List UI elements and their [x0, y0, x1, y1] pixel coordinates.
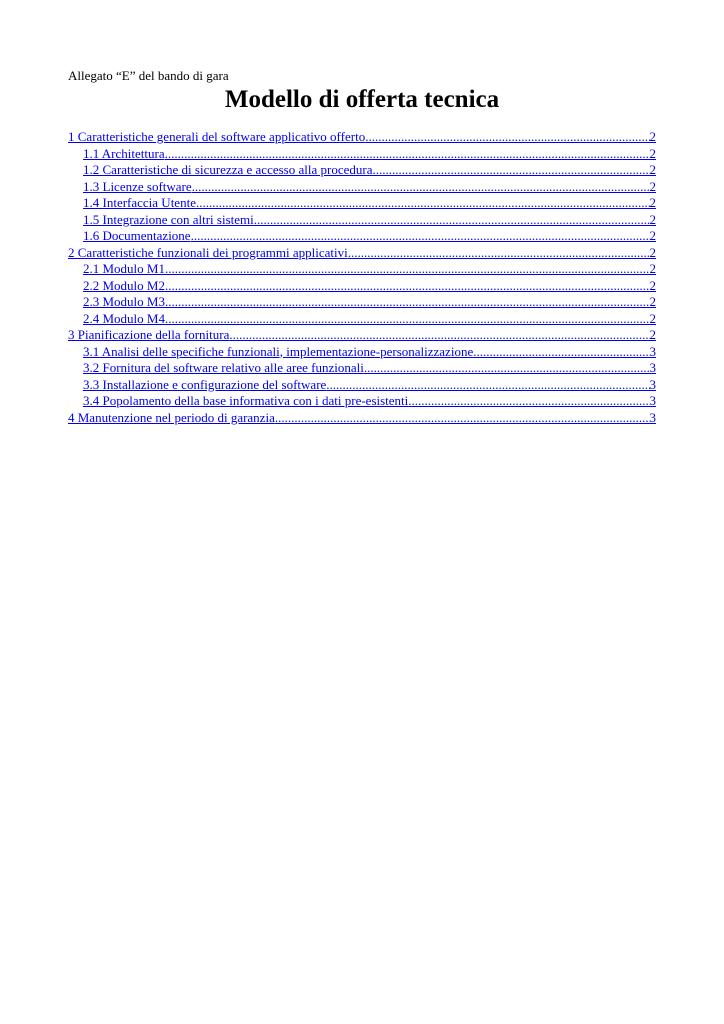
toc-entry-page-number: 2: [649, 228, 656, 243]
toc-dot-leader: [196, 195, 650, 212]
toc-entry-label: 2.2 Modulo M2: [83, 277, 165, 293]
toc-entry-page-number: 2: [649, 178, 656, 194]
table-of-contents: [68, 129, 656, 426]
toc-entry-page-number: 3: [649, 343, 656, 359]
toc-entry[interactable]: [68, 327, 656, 344]
toc-entry-page-number: 2: [649, 244, 656, 260]
toc-entry-label: 1.2 Caratteristiche di sicurezza e accesso alla procedura: [83, 162, 373, 177]
toc-entry-page-number: 2: [649, 310, 656, 326]
toc-dot-leader: [191, 228, 650, 245]
toc-entry-page-number: 2: [649, 327, 656, 342]
toc-entry[interactable]: [68, 179, 656, 196]
toc-entry-label: 2.1 Modulo M1: [83, 261, 165, 276]
toc-dot-leader: [365, 129, 649, 146]
toc-entry[interactable]: [68, 228, 656, 245]
toc-entry-page-number: 3: [649, 409, 656, 425]
toc-entry-label: 4 Manutenzione nel periodo di garanzia: [68, 409, 275, 425]
toc-entry-page-number: 3: [649, 376, 656, 392]
attachment-note: Allegato “E” del bando di gara: [68, 68, 229, 83]
toc-dot-leader: [165, 294, 650, 311]
toc-entry[interactable]: [68, 278, 656, 295]
toc-entry[interactable]: [68, 146, 656, 163]
toc-entry[interactable]: [68, 261, 656, 278]
toc-dot-leader: [165, 146, 650, 163]
toc-entry-page-number: 2: [649, 129, 656, 144]
toc-entry-label: 1.4 Interfaccia Utente: [83, 195, 196, 210]
toc-entry-page-number: 2: [649, 145, 656, 161]
toc-dot-leader: [473, 344, 649, 361]
toc-entry-label: 1 Caratteristiche generali del software applicativo offerto: [68, 129, 366, 144]
toc-entry-label: 3.3 Installazione e configurazione del software: [83, 376, 327, 392]
toc-entry[interactable]: [68, 410, 656, 427]
toc-dot-leader: [165, 261, 650, 278]
toc-entry-page-number: 3: [649, 360, 656, 375]
toc-entry[interactable]: [68, 162, 656, 179]
toc-entry-label: 3.4 Popolamento della base informativa con i dati pre-esistenti: [83, 393, 409, 408]
toc-entry[interactable]: [68, 294, 656, 311]
toc-dot-leader: [192, 179, 650, 196]
document-page: [68, 68, 656, 426]
toc-dot-leader: [165, 311, 650, 328]
toc-entry[interactable]: [68, 377, 656, 394]
toc-dot-leader: [165, 278, 650, 295]
toc-entry-page-number: 2: [649, 261, 656, 276]
toc-entry-label: 1.1 Architettura: [83, 145, 165, 161]
toc-dot-leader: [408, 393, 649, 410]
page-title: Modello di offerta tecnica: [224, 86, 500, 113]
toc-dot-leader: [326, 377, 649, 394]
toc-entry-page-number: 2: [649, 162, 656, 177]
toc-entry[interactable]: [68, 393, 656, 410]
toc-dot-leader: [372, 162, 649, 179]
toc-entry[interactable]: [68, 129, 656, 146]
toc-entry[interactable]: [68, 344, 656, 361]
toc-entry-page-number: 2: [649, 211, 656, 227]
toc-entry-label: 1.6 Documentazione: [83, 228, 191, 243]
toc-entry-label: 2.3 Modulo M3: [83, 294, 165, 309]
toc-entry-label: 1.5 Integrazione con altri sistemi: [83, 211, 254, 227]
toc-entry[interactable]: [68, 212, 656, 229]
toc-entry-label: 1.3 Licenze software: [83, 178, 192, 194]
toc-entry-label: 3.1 Analisi delle specifiche funzionali, implementazione-personalizzazione: [83, 343, 474, 359]
toc-dot-leader: [364, 360, 650, 377]
toc-entry-label: 3 Pianificazione della fornitura: [68, 327, 230, 342]
toc-entry-label: 2.4 Modulo M4: [83, 310, 165, 326]
toc-dot-leader: [348, 245, 650, 262]
toc-entry[interactable]: [68, 360, 656, 377]
toc-entry-page-number: 3: [649, 393, 656, 408]
toc-entry[interactable]: [68, 245, 656, 262]
toc-dot-leader: [275, 410, 650, 427]
toc-dot-leader: [254, 212, 650, 229]
toc-entry[interactable]: [68, 311, 656, 328]
toc-entry-page-number: 2: [649, 195, 656, 210]
toc-entry-page-number: 2: [649, 277, 656, 293]
toc-entry-label: 2 Caratteristiche funzionali dei programmi applicativi: [68, 244, 348, 260]
toc-entry-label: 3.2 Fornitura del software relativo alle aree funzionali: [83, 360, 364, 375]
toc-entry-page-number: 2: [649, 294, 656, 309]
toc-entry[interactable]: [68, 195, 656, 212]
toc-dot-leader: [229, 327, 649, 344]
